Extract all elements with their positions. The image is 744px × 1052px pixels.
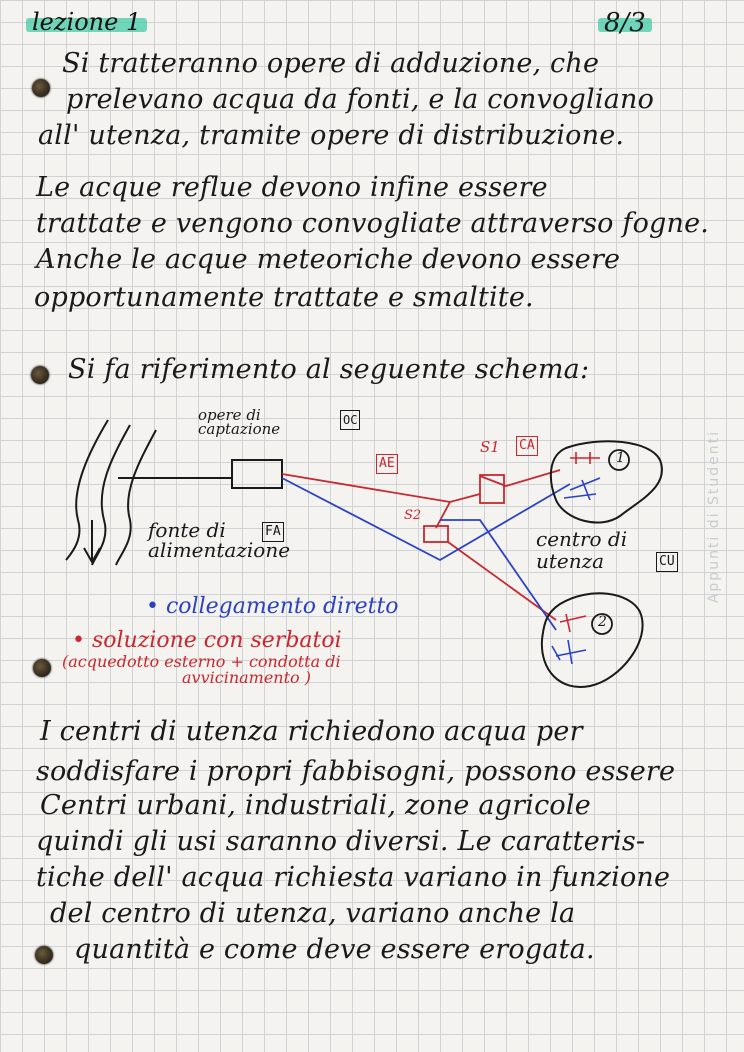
utenza-label: centro di utenza	[536, 527, 628, 573]
cu-abbr: CU	[656, 552, 678, 572]
utenza-area-2	[542, 593, 643, 687]
text-line: Si tratteranno opere di adduzione, che	[62, 48, 600, 79]
text-line: Le acque reflue devono infine essere	[36, 172, 548, 203]
schema-intro: Si fa riferimento al seguente schema:	[68, 354, 590, 385]
distribution-network	[560, 614, 586, 632]
text-line: opportunamente trattate e smaltite.	[34, 282, 534, 313]
text-line: prelevano acqua da fonti, e la convogliano	[66, 84, 655, 115]
text-line: trattate e vengono convogliate attraverso fogne.	[36, 208, 710, 239]
ae-abbr: AE	[376, 454, 398, 474]
text-line: I centri di utenza richiedono acqua per	[40, 716, 583, 747]
red-conduit	[282, 474, 480, 502]
source-label: fonte di alimentazione	[148, 518, 291, 562]
text-line: soddisfare i propri fabbisogni, possono essere	[36, 756, 676, 787]
text-line: tiche dell' acqua richiesta variano in funzione	[36, 862, 671, 893]
red-conduit	[436, 502, 450, 528]
text-line: quantità e come deve essere erogata.	[74, 934, 595, 965]
watermark-text: Appunti di Studenti	[706, 430, 722, 604]
source-wave-line	[92, 425, 130, 565]
node-2-label: 2	[598, 614, 607, 630]
tank-s2	[424, 526, 448, 542]
legend-direct: • collegamento diretto	[146, 594, 399, 619]
distribution-network	[564, 478, 600, 500]
node-1-label: 1	[616, 450, 625, 466]
s1-label: S1	[480, 438, 500, 456]
red-conduit	[480, 470, 560, 486]
text-line: del centro di utenza, variano anche la	[50, 898, 576, 929]
captation-label: opere di captazione	[198, 406, 281, 438]
text-line: all' utenza, tramite opere di distribuzione.	[38, 120, 625, 151]
distribution-network	[570, 452, 600, 464]
legend-tanks-note: (acquedotto esterno + condotta di avvicinamento )	[62, 652, 341, 687]
lesson-date-text: 8/3	[604, 8, 646, 38]
lesson-title-text: lezione 1	[32, 8, 142, 36]
ca-abbr: CA	[516, 436, 538, 456]
fa-abbr: FA	[262, 522, 284, 542]
oc-abbr: OC	[340, 410, 360, 430]
utenza-area-1	[551, 441, 662, 522]
source-wave-line	[66, 420, 108, 560]
text-line: quindi gli usi saranno diversi. Le caratteris-	[36, 826, 646, 857]
legend-tanks: • soluzione con serbatoi	[72, 628, 342, 653]
captation-box	[232, 460, 282, 488]
blue-conduit	[282, 478, 570, 560]
text-line: Centri urbani, industriali, zone agricole	[40, 790, 591, 821]
text-line: Anche le acque meteoriche devono essere	[36, 244, 621, 275]
s2-label: S2	[404, 508, 422, 523]
tank-s1	[480, 475, 504, 503]
distribution-network	[552, 640, 586, 664]
